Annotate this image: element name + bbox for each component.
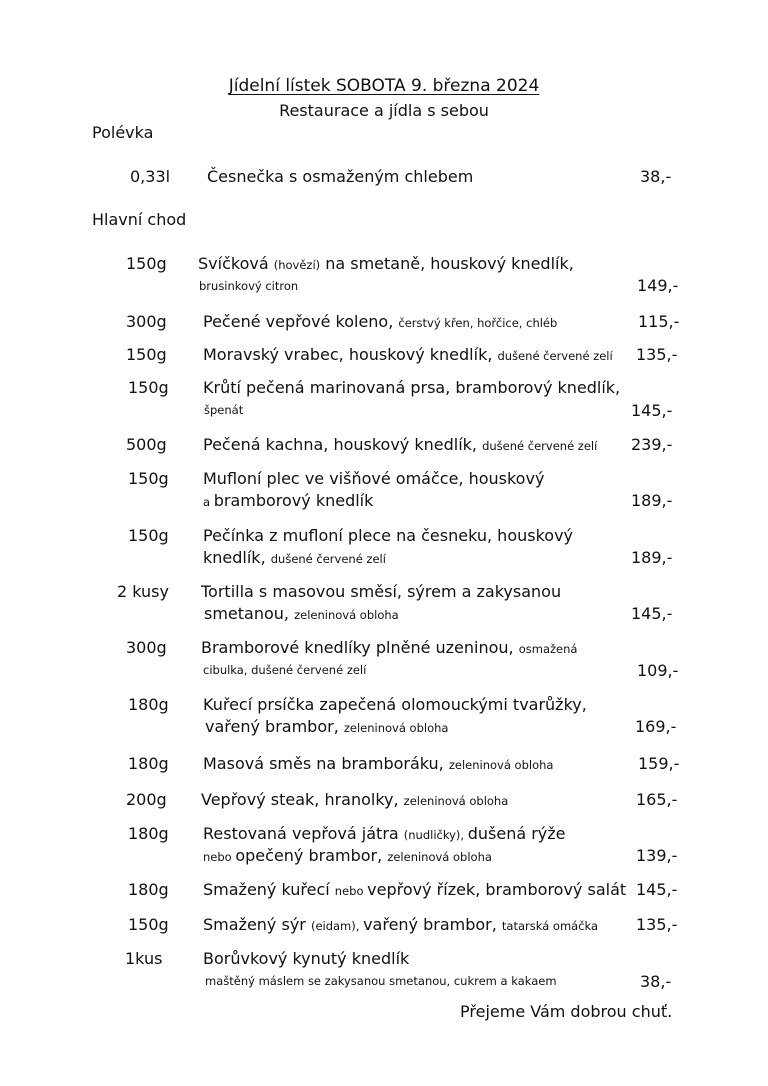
item-name-line2 [204, 604, 399, 623]
item-name-note: tatarská omáčka [501, 919, 599, 933]
item-qty: 180g [128, 695, 169, 714]
item-qty: 150g [128, 915, 169, 934]
item-qty: 180g [128, 824, 169, 843]
item-name-note: (hovězí) [273, 258, 321, 272]
item-name-note: zeleninová obloha [387, 850, 492, 864]
item-name-main: Svíčková [198, 254, 274, 273]
item-name-note: zeleninová obloha [403, 794, 509, 808]
item-price: 139,- [636, 846, 678, 865]
item-name: Borůvkový kynutý knedlík [203, 949, 410, 968]
item-price: 165,- [636, 790, 678, 809]
item-name-rest: na smetaně, houskový knedlík, [320, 254, 574, 273]
item-name [201, 790, 508, 809]
item-name [203, 435, 597, 454]
item-qty: 150g [128, 378, 169, 397]
item-name-rest: vepřový řízek, bramborový salát [367, 880, 627, 899]
page-title-text: Jídelní lístek SOBOTA 9. března 2024 [228, 76, 540, 96]
item-name-main: Bramborové knedlíky plněné uzeninou, [201, 638, 519, 657]
item-price: 145,- [631, 604, 673, 623]
item-name-main: Pečená kachna, houskový knedlík, [203, 435, 483, 454]
item-name-note: osmažená [518, 642, 578, 656]
item-name-rest: dušená rýže [467, 824, 566, 843]
item-qty: 1kus [125, 949, 163, 968]
item-name-main: Moravský vrabec, houskový knedlík, [203, 345, 498, 364]
item-name-main: vařený brambor, [205, 717, 344, 736]
item-price: 115,- [638, 312, 680, 331]
item-qty: 150g [128, 526, 169, 545]
item-price: 149,- [637, 276, 679, 295]
section-heading-soup: Polévka [92, 123, 154, 142]
item-price: 145,- [636, 880, 678, 899]
item-price: 159,- [638, 754, 680, 773]
item-qty: 300g [126, 638, 167, 657]
item-price: 239,- [631, 435, 673, 454]
item-name: Česnečka s osmaženým chlebem [207, 167, 474, 186]
item-qty: 200g [126, 790, 167, 809]
item-name [203, 824, 566, 843]
item-name-main: opečený brambor, [235, 846, 388, 865]
item-qty: 180g [128, 754, 169, 773]
page-subtitle: Restaurace a jídla s sebou [279, 101, 489, 120]
item-qty: 180g [128, 880, 169, 899]
item-description: špenát [204, 403, 244, 417]
item-name-line2 [205, 717, 448, 736]
page-title [0, 76, 768, 96]
item-name [203, 754, 553, 773]
item-name-note: dušené červené zelí [482, 439, 598, 453]
item-price: 145,- [631, 401, 673, 420]
item-name: Mufloní plec ve višňové omáčce, houskový [203, 469, 545, 488]
item-name: Pečínka z mufloní plece na česneku, houskový [203, 526, 574, 545]
item-name [203, 312, 557, 331]
item-description: maštěný máslem se zakysanou smetanou, cukrem a kakaem [205, 974, 557, 988]
item-name [203, 880, 626, 899]
item-price: 169,- [635, 717, 677, 736]
item-name [203, 345, 613, 364]
item-price: 38,- [640, 167, 672, 186]
item-description: cibulka, dušené červené zelí [203, 663, 367, 677]
item-qty: 150g [126, 345, 167, 364]
item-name-note: (nudličky), [403, 828, 468, 842]
item-name: Kuřecí prsíčka zapečená olomouckými tvarůžky, [203, 695, 587, 714]
item-name-rest: vařený brambor, [363, 915, 502, 934]
item-name-note: zeleninová obloha [343, 721, 449, 735]
item-name-main: knedlík, [203, 548, 271, 567]
item-name-line2 [203, 548, 386, 567]
item-name-main: smetanou, [204, 604, 295, 623]
item-qty: 500g [126, 435, 167, 454]
item-qty: 150g [128, 469, 169, 488]
item-qty: 0,33l [130, 167, 171, 186]
item-qty: 2 kusy [117, 582, 169, 601]
closing-wish: Přejeme Vám dobrou chuť. [460, 1002, 673, 1021]
item-qty: 300g [126, 312, 167, 331]
item-price: 109,- [637, 661, 679, 680]
item-description: brusinkový citron [199, 279, 299, 293]
item-name-note: dušené červené zelí [497, 349, 613, 363]
item-name-note: dušené červené zelí [270, 552, 386, 566]
item-name-note: nebo [203, 850, 236, 864]
item-name-note: zeleninová obloha [448, 758, 554, 772]
item-name-main: Smažený kuřecí [203, 880, 335, 899]
item-price: 135,- [636, 345, 678, 364]
item-name-main: Restovaná vepřová játra [203, 824, 404, 843]
item-price: 189,- [631, 548, 673, 567]
item-name: Krůtí pečená marinovaná prsa, bramborový knedlík, [203, 378, 621, 397]
item-name [198, 254, 574, 273]
item-name-main: Vepřový steak, hranolky, [201, 790, 404, 809]
item-name-line2 [203, 846, 492, 865]
item-name-main: Masová směs na bramboráku, [203, 754, 449, 773]
item-name [203, 915, 598, 934]
item-name-line2 [203, 491, 373, 510]
item-name [201, 638, 577, 657]
item-name-note: (eidam), [310, 919, 364, 933]
item-name-main: Smažený sýr [203, 915, 311, 934]
item-price: 38,- [640, 972, 672, 991]
section-heading-main: Hlavní chod [92, 210, 187, 229]
item-price: 189,- [631, 491, 673, 510]
item-name: Tortilla s masovou směsí, sýrem a zakysanou [201, 582, 562, 601]
item-name-main: Pečené vepřové koleno, [203, 312, 399, 331]
item-price: 135,- [636, 915, 678, 934]
item-name-note: čerstvý křen, hořčice, chléb [398, 316, 558, 330]
item-name-note: zeleninová obloha [294, 608, 399, 622]
item-qty: 150g [126, 254, 167, 273]
item-name-main: bramborový knedlík [213, 491, 374, 510]
item-name-note: nebo [334, 884, 368, 898]
item-name-note: a [203, 495, 214, 509]
